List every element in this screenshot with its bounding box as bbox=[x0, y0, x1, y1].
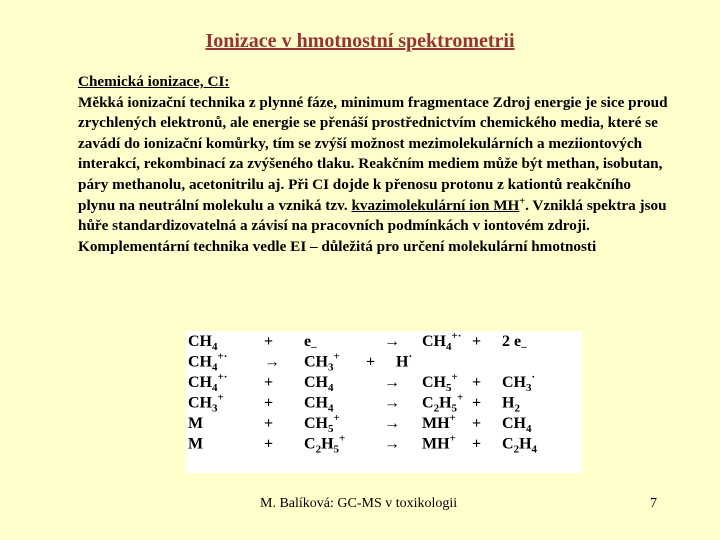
equation-token: $CH_4^{+\cdot}$ bbox=[188, 350, 228, 374]
equations-panel bbox=[186, 331, 582, 473]
equation-token: + bbox=[264, 435, 274, 453]
equation-token: $H_2$ bbox=[502, 394, 520, 415]
equation-token: H· bbox=[396, 350, 413, 371]
equation-token: $C_2H_5^+$ bbox=[304, 432, 346, 456]
equation-token: → bbox=[384, 415, 400, 432]
equation-token: 2 $e_-$ bbox=[502, 333, 527, 353]
equation-token: → bbox=[384, 374, 400, 391]
body-text bbox=[78, 72, 668, 257]
equation-token: MH+ bbox=[422, 412, 456, 432]
equation-token: → bbox=[384, 394, 400, 412]
section-heading: Chemická ionizace, CI: bbox=[78, 73, 230, 90]
page-number: 7 bbox=[650, 496, 657, 511]
equation-token: $CH_4^{+\cdot}$ bbox=[422, 331, 462, 353]
equation-token: $CH_3^\cdot$ bbox=[502, 371, 536, 394]
equation-token: + bbox=[472, 374, 482, 391]
equation-token: $CH_4$ bbox=[502, 415, 532, 435]
slide-title: Ionizace v hmotnostní spektrometrii bbox=[205, 30, 515, 52]
footer-author: M. Balíková: GC-MS v toxikologii bbox=[260, 496, 458, 511]
equation-token: $C_2H_5^+$ bbox=[422, 391, 464, 415]
equation-token: $CH_3^+$ bbox=[304, 350, 340, 374]
equation-token: + bbox=[472, 394, 482, 412]
equation-token: + bbox=[472, 333, 482, 350]
equation-token: MH+ bbox=[422, 432, 456, 453]
ion-term: kvazimolekulární ion MH bbox=[351, 196, 520, 214]
equation-token: M bbox=[188, 415, 204, 432]
equation-token: $CH_5^+$ bbox=[422, 371, 458, 394]
equation-token: $CH_3^+$ bbox=[188, 391, 224, 415]
equation-token: M bbox=[188, 435, 204, 453]
equation-token: + bbox=[472, 415, 482, 432]
equation-token: + bbox=[264, 333, 274, 350]
equation-token: $CH_4^{+\cdot}$ bbox=[188, 371, 228, 394]
ion-charge: + bbox=[519, 195, 526, 207]
equation-token: $CH_4$ bbox=[188, 333, 218, 353]
paragraph-ci-end: . Vzniklá spektra jsou hůře standardizovatelná a závisí na pracovních podmínkách v iontovém zdroji. bbox=[78, 196, 667, 235]
equation-token: + bbox=[366, 353, 376, 371]
reaction-equations bbox=[186, 331, 582, 473]
equation-token: + bbox=[264, 394, 274, 412]
equation-token: $C_2H_4$ bbox=[502, 435, 538, 456]
paragraph-complementary: Komplementární technika vedle EI – důležitá pro určení molekulární hmotnosti bbox=[78, 237, 597, 255]
equation-token: $e_-$ bbox=[304, 333, 317, 353]
equation-token: $CH_5^+$ bbox=[304, 412, 340, 435]
equation-token: + bbox=[264, 374, 274, 391]
equation-token: → bbox=[384, 435, 400, 453]
equation-token: $CH_4$ bbox=[304, 374, 334, 394]
equation-token: + bbox=[264, 415, 274, 432]
paragraph-ci-text: Měkká ionizační technika z plynné fáze, minimum fragmentace Zdroj energie je sice proud zrychlených elektronů, ale energie se přenáší prostřednictvím chemického media, které se zavádí do ionizační komůrky, tím se zvýší možnost mezimolekulárních a meziiontových interakcí, rekombinací za zvýšeného tlaku. Reakčním mediem může být methan, isobutan, páry methanolu, acetonitrilu aj. Při CI dojde k přenosu protonu z kationtů reakčního plynu na neutrální molekulu a vzniká tzv. bbox=[78, 93, 668, 214]
equation-token: $CH_4$ bbox=[304, 394, 334, 415]
paragraph-ci bbox=[78, 93, 668, 237]
equation-token: → bbox=[264, 353, 280, 371]
equation-token: → bbox=[384, 333, 400, 350]
equation-token: + bbox=[472, 435, 482, 453]
